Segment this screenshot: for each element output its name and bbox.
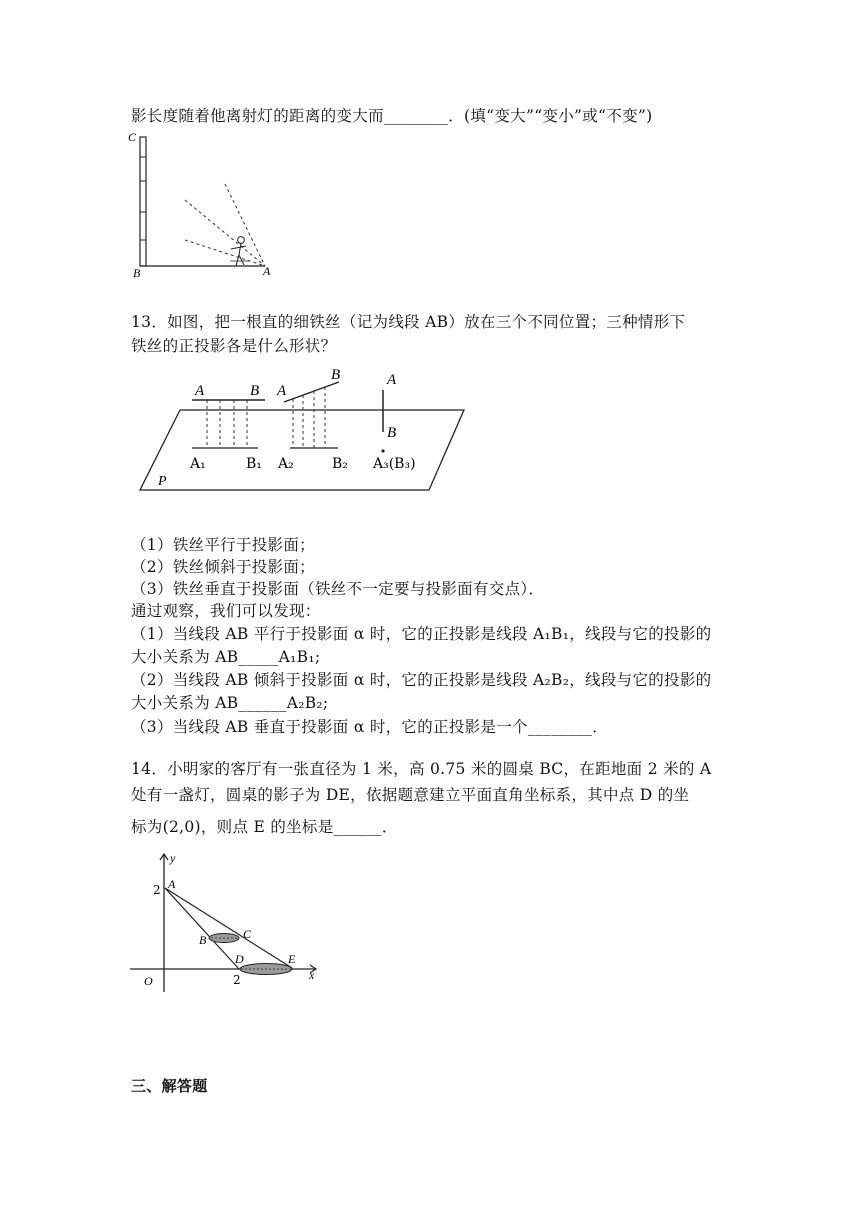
q14-label-x: x bbox=[309, 968, 315, 982]
q14-label-C: C bbox=[243, 927, 252, 941]
q13-sub1-line2: 大小关系为 AB_____A₁B₁; bbox=[131, 648, 321, 666]
q13-label-B-2: B bbox=[331, 367, 341, 383]
q13-item-2: （2）铁丝倾斜于投影面； bbox=[131, 558, 315, 576]
q13-label-B-1: B bbox=[250, 383, 260, 399]
q14-label-D: D bbox=[235, 952, 244, 966]
q13-sub2-line2: 大小关系为 AB______A₂B₂; bbox=[131, 694, 329, 712]
q13-sub1-line1: （1）当线段 AB 平行于投影面 α 时，它的正投影是线段 A₁B₁，线段与它的投影的 bbox=[131, 625, 712, 643]
q13-label-A1: A₁ bbox=[190, 456, 206, 472]
q14-figure bbox=[128, 850, 328, 1000]
q13-label-A3B3: A₃(B₃) bbox=[373, 456, 416, 472]
section-heading: 三、解答题 bbox=[131, 1077, 208, 1095]
q14-label-2-y: 2 bbox=[153, 883, 161, 897]
q13-item-3: （3）铁丝垂直于投影面（铁丝不一定要与投影面有交点）． bbox=[131, 580, 545, 598]
q14-line3: 标为(2,0)，则点 E 的坐标是______． bbox=[131, 818, 398, 836]
q13-sub2-line1: （2）当线段 AB 倾斜于投影面 α 时，它的正投影是线段 A₂B₂，线段与它的投影的 bbox=[131, 671, 712, 689]
q12-figure bbox=[125, 128, 285, 280]
q13-label-B2: B₂ bbox=[332, 456, 348, 472]
q13-line2: 铁丝的正投影各是什么形状？ bbox=[131, 337, 337, 355]
q13-label-A-3: A bbox=[387, 372, 397, 388]
q12-label-B: B bbox=[133, 266, 141, 280]
q14-label-O: O bbox=[144, 974, 153, 988]
q13-label-B-3: B bbox=[387, 425, 397, 441]
q14-line1: 14．小明家的客厅有一张直径为 1 米，高 0.75 米的圆桌 BC，在距地面 2 米的 A bbox=[131, 760, 712, 778]
q12-label-A: A bbox=[263, 264, 271, 278]
q13-label-P: P bbox=[158, 474, 167, 489]
q13-observe: 通过观察，我们可以发现： bbox=[131, 602, 321, 620]
q13-item-1: （1）铁丝平行于投影面； bbox=[131, 536, 315, 554]
q14-label-2-x: 2 bbox=[233, 973, 241, 987]
q13-sub3: （3）当线段 AB 垂直于投影面 α 时，它的正投影是一个________． bbox=[131, 718, 609, 736]
q12-label-C: C bbox=[128, 130, 137, 144]
q13-figure bbox=[130, 362, 470, 496]
q13-label-A-1: A bbox=[195, 383, 205, 399]
q12-text: 影长度随着他离射灯的距离的变大而________．(填“变大”“变小”或“不变”) bbox=[131, 107, 653, 125]
q13-label-A-2: A bbox=[277, 383, 287, 399]
q14-label-y: y bbox=[170, 851, 176, 865]
q13-label-A2: A₂ bbox=[278, 456, 294, 472]
q14-label-A: A bbox=[168, 877, 176, 891]
q13-line1: 13．如图，把一根直的细铁丝（记为线段 AB）放在三个不同位置；三种情形下 bbox=[131, 313, 686, 331]
q13-label-B1: B₁ bbox=[246, 456, 262, 472]
q14-line2: 处有一盏灯，圆桌的影子为 DE，依据题意建立平面直角坐标系，其中点 D 的坐 bbox=[131, 786, 690, 804]
q14-label-E: E bbox=[288, 952, 296, 966]
q14-label-B: B bbox=[199, 933, 207, 947]
